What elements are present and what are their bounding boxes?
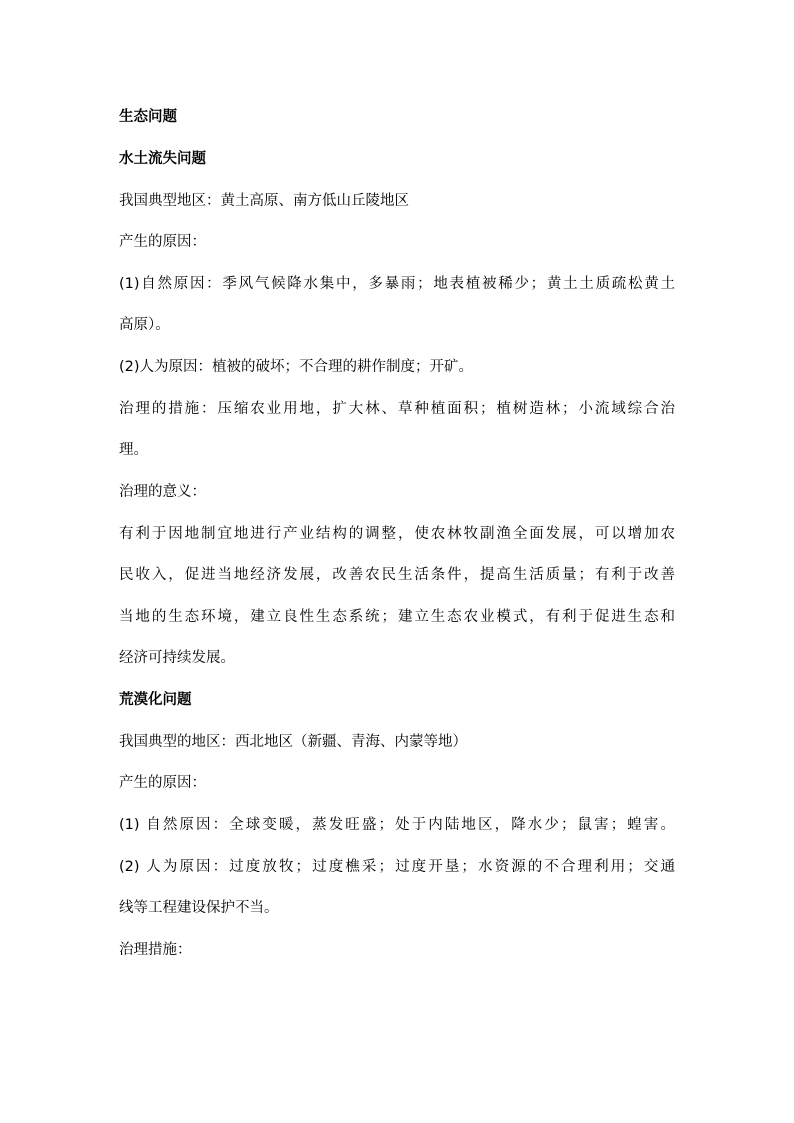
text-line: (2)人为原因：植被的破坏；不合理的耕作制度；开矿。 (119, 359, 474, 375)
text-line: 理。 (119, 442, 148, 458)
text-line: 有利于因地制宜地进行产业结构的调整，使农林牧副渔全面发展，可以增加农 (119, 526, 675, 542)
text-line: 经济可持续发展。 (119, 650, 235, 666)
text-line: 产生的原因： (119, 775, 206, 791)
text-line: 民收入，促进当地经济发展，改善农民生活条件，提高生活质量；有利于改善 (119, 567, 675, 583)
text-line: (1) 自然原因：全球变暖，蒸发旺盛；处于内陆地区，降水少；鼠害；蝗害。 (119, 817, 675, 833)
subsection-title-desertification: 荒漠化问题 (119, 692, 192, 708)
text-line: 治理措施： (119, 942, 192, 958)
text-line: (1)自然原因：季风气候降水集中，多暴雨；地表植被稀少；黄土土质疏松黄土 (119, 276, 675, 292)
text-line: 治理的意义： (119, 484, 206, 500)
text-line: 我国典型地区：黄土高原、南方低山丘陵地区 (119, 193, 409, 209)
text-line: 产生的原因： (119, 234, 206, 250)
text-line: 高原）。 (119, 317, 170, 333)
section-title: 生态问题 (119, 109, 177, 125)
text-line: (2) 人为原因：过度放牧；过度樵采；过度开垦；水资源的不合理利用；交通 (119, 859, 675, 875)
text-line: 我国典型的地区：西北地区（新疆、青海、内蒙等地） (119, 734, 467, 750)
text-line: 治理的措施：压缩农业用地，扩大林、草种植面积；植树造林；小流域综合治 (119, 401, 675, 417)
subsection-title-soil-erosion: 水土流失问题 (119, 151, 206, 167)
text-line: 当地的生态环境，建立良性生态系统；建立生态农业模式，有利于促进生态和 (119, 609, 675, 625)
text-line: 线等工程建设保护不当。 (119, 900, 279, 916)
